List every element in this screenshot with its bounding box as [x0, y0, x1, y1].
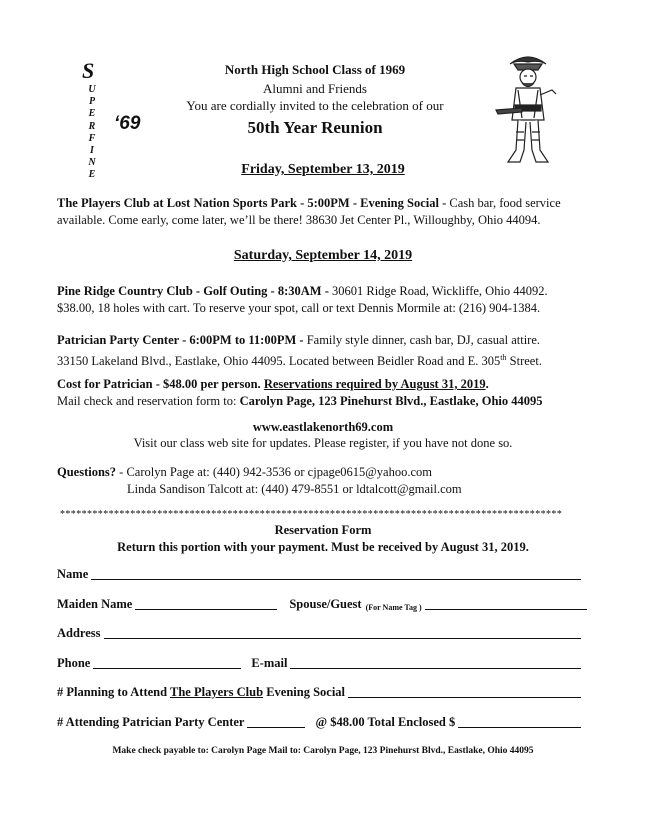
superfine-letter: N — [88, 157, 96, 169]
superfine-letter: F — [88, 132, 96, 144]
superfine-initial: S — [82, 58, 95, 83]
superfine-letter: R — [88, 120, 96, 132]
name-tag-note: (For Name Tag ) — [365, 603, 422, 612]
spouse-guest-field[interactable] — [425, 597, 587, 610]
mail-label: Mail check and reservation form to: — [57, 394, 240, 408]
mail-address: Carolyn Page, 123 Pinehurst Blvd., Eastlake, Ohio 44095 — [239, 394, 543, 408]
golf-event-title: Pine Ridge Country Club - Golf Outing - 8:30AM - — [57, 284, 332, 298]
reservation-deadline: Reservations required by August 31, 2019 — [263, 377, 486, 391]
address-field[interactable] — [104, 626, 581, 639]
form-row-planning — [57, 685, 587, 700]
players-club-name: The Players Club — [170, 685, 264, 699]
friday-event-details: available. Come early, come later, we’ll be there! 38630 Jet Center Pl., Willoughby, Ohio 44094. — [57, 213, 541, 227]
golf-event — [57, 283, 597, 317]
email-field[interactable] — [290, 656, 581, 669]
golf-event-details: $38.00, 18 holes with cart. To reserve your spot, call or text Dennis Mormile at: (216) 904-1384. — [57, 301, 541, 315]
planning-label — [57, 685, 345, 700]
website-link[interactable]: www.eastlakenorth69.com — [252, 420, 394, 434]
superfine-letter: E — [88, 169, 96, 181]
pirate-mascot-illustration — [488, 50, 568, 170]
party-event-title: Patrician Party Center - 6:00PM to 11:00PM - — [57, 333, 307, 347]
attending-label: # Attending Patrician Party Center — [57, 715, 245, 729]
page-title: 50th Year Reunion — [247, 118, 383, 137]
website-note: Visit our class web site for updates. Please register, if you have not done so. — [133, 436, 513, 450]
planning-count-field[interactable] — [348, 685, 581, 698]
cost-label: Cost for Patrician - $48.00 per person. — [57, 377, 264, 391]
superfine-letter: I — [90, 145, 94, 157]
phone-label: Phone — [57, 656, 91, 670]
maiden-name-field[interactable] — [135, 597, 277, 610]
saturday-heading: Saturday, September 14, 2019 — [233, 248, 413, 263]
header-invite: You are cordially invited to the celebration of our — [186, 98, 444, 113]
friday-heading: Friday, September 13, 2019 — [241, 162, 405, 177]
cost-info — [57, 376, 597, 410]
name-field[interactable] — [91, 567, 581, 580]
class-year-mark: ‘69 — [114, 113, 141, 134]
questions-label: Questions? — [57, 465, 117, 479]
form-title: Reservation Form — [274, 523, 372, 537]
party-event — [57, 332, 597, 370]
friday-event-text: Cash bar, food service — [449, 196, 561, 210]
superfine-letter: P — [88, 96, 96, 108]
form-row-phone — [57, 656, 587, 671]
payment-instructions: Make check payable to: Carolyn Page Mail to: Carolyn Page, 123 Pinehurst Blvd., Eastlake, Ohio 44095 — [112, 746, 534, 756]
party-event-address: 33150 Lakeland Blvd., Eastlake, Ohio 44095. Located between Beidler Road and E. 305 — [57, 354, 501, 369]
ordinal-suffix: th — [500, 353, 507, 362]
total-enclosed-field[interactable] — [458, 715, 581, 728]
contact-linda: Linda Sandison Talcott at: (440) 479-8551 or ldtalcott@gmail.com — [127, 482, 462, 496]
maiden-name-label: Maiden Name — [57, 597, 133, 611]
divider-stars: ********************************************************************************************* — [60, 509, 563, 520]
questions-block — [57, 464, 597, 498]
contact-carolyn: - Carolyn Page at: (440) 942-3536 or cjpage0615@yahoo.com — [116, 465, 432, 479]
cost-period: . — [485, 377, 489, 391]
form-row-maiden — [57, 597, 587, 612]
friday-event — [57, 195, 597, 229]
party-event-text: Family style dinner, cash bar, DJ, casual attire. — [306, 333, 541, 347]
superfine-letter: E — [88, 108, 96, 120]
superfine-letter: U — [88, 84, 96, 95]
phone-field[interactable] — [93, 656, 241, 669]
attending-count-field[interactable] — [247, 715, 305, 728]
friday-event-title: The Players Club at Lost Nation Sports Park - 5:00PM - Evening Social - — [57, 196, 450, 210]
planning-label-end: Evening Social — [263, 685, 346, 699]
total-enclosed-label: @ $48.00 Total Enclosed $ — [315, 715, 456, 729]
form-row-name — [57, 567, 587, 582]
header-alumni: Alumni and Friends — [263, 81, 367, 96]
planning-label-start: # Planning to Attend — [57, 685, 170, 699]
form-subtitle: Return this portion with your payment. Must be received by August 31, 2019. — [117, 540, 529, 554]
name-label: Name — [57, 567, 89, 581]
address-label: Address — [57, 626, 101, 640]
party-event-address-end: Street. — [506, 354, 542, 369]
spouse-guest-label: Spouse/Guest — [289, 597, 362, 611]
email-label: E-mail — [251, 656, 288, 670]
form-row-attending — [57, 715, 587, 730]
form-row-address — [57, 626, 587, 641]
golf-event-address: 30601 Ridge Road, Wickliffe, Ohio 44092. — [332, 284, 548, 298]
header-school: North High School Class of 1969 — [224, 62, 406, 77]
